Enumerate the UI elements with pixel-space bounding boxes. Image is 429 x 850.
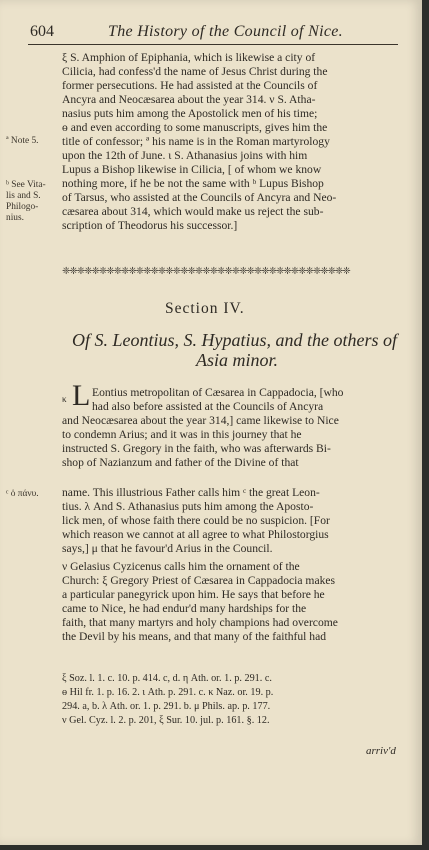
text-line: faith, that many martyrs and holy champions had overcome [62, 616, 338, 629]
text-line: Ancyra and Neocæsarea about the year 314. ν S. Atha- [62, 93, 316, 106]
margin-note: ª Note 5. [6, 136, 39, 146]
margin-note: nius. [6, 213, 24, 223]
text-line: and Neocæsarea about the year 314,] came likewise to Nice [62, 414, 339, 427]
text-line: ξ S. Amphion of Epiphania, which is likewise a city of [62, 51, 316, 64]
text-line: a particular panegyrick upon him. He says that before he [62, 588, 325, 601]
margin-note: ᶜ ὁ πάνυ. [6, 489, 39, 499]
footnote-line: ξ Soz. l. 1. c. 10. p. 414. c, d. η Ath. or. 1. p. 291. c. [62, 673, 272, 684]
text-line: instructed S. Gregory in the faith, who was afterwards Bi- [62, 442, 331, 455]
text-line: came to Nice, he had endur'd many hardships for the [62, 602, 307, 615]
text-line: shop of Nazianzum and father of the Divine of that [62, 456, 299, 469]
text-line: ө and even according to some manuscripts, gives him the [62, 121, 328, 134]
text-line: the Devil by his means, and that many of the faithful had [62, 630, 327, 643]
text-line: lick men, of whose faith there could be no suspicion. [For [62, 514, 330, 527]
text-line: to condemn Arius; and it was in this journey that he [62, 428, 302, 441]
footnote-line: ө Hil fr. 1. p. 16. 2. ι Ath. p. 291. c. κ Naz. or. 19. p. [62, 687, 274, 698]
section-subtitle: Of S. Leontius, S. Hypatius, and the others of [72, 330, 397, 350]
text-line: scription of Theodorus his successor.] [62, 219, 238, 232]
text-line: had also before assisted at the Councils of Ancyra [92, 400, 324, 413]
text-line: tius. λ And S. Athanasius puts him among the Aposto- [62, 500, 314, 513]
margin-note: Philogo- [6, 202, 39, 212]
text-line: Cilicia, had confess'd the name of Jesus Christ during the [62, 65, 328, 78]
text-line: former persecutions. He had assisted at the Councils of [62, 79, 318, 92]
text-line: which reason we cannot at all agree to what Philostorgius [62, 528, 329, 541]
text-line: of Tarsus, who assisted at the Councils of Ancyra and Neo- [62, 191, 337, 204]
page-number: 604 [30, 23, 54, 40]
text-line: nasius puts him among the Apostolick men of his time; [62, 107, 318, 120]
text-line: nothing more, if he be not the same with ᵇ Lupus Bishop [62, 177, 324, 190]
ornament-band: ❈❈❈❈❈❈❈❈❈❈❈❈❈❈❈❈❈❈❈❈❈❈❈❈❈❈❈❈❈❈❈❈❈❈❈❈❈❈❈ [62, 266, 350, 276]
drop-cap: L [72, 379, 91, 412]
text-line: ν Gelasius Cyzicenus calls him the ornament of the [62, 560, 300, 573]
running-title: The History of the Council of Nice. [108, 23, 343, 40]
text-line: upon the 12th of June. ι S. Athanasius joins with him [62, 149, 308, 162]
text-line: Church: ξ Gregory Priest of Cæsarea in Cappadocia makes [62, 574, 336, 587]
text-line: Lupus a Bishop likewise in Cilicia, [ of whom we know [62, 163, 322, 176]
note-marker: κ [62, 394, 67, 404]
text-line: name. This illustrious Father calls him ᶜ the great Leon- [62, 486, 320, 499]
section-subtitle: Asia minor. [196, 350, 279, 370]
header-rule [28, 44, 398, 45]
text-line: cæsarea about 314, which would make us reject the sub- [62, 205, 324, 218]
margin-note: ᵇ See Vita- [6, 180, 46, 190]
text-line: says,] μ that he favour'd Arius in the Council. [62, 542, 273, 555]
section-heading: Section IV. [165, 300, 245, 317]
text-line: Eontius metropolitan of Cæsarea in Cappadocia, [who [92, 386, 344, 399]
catchword: arriv'd [366, 745, 396, 757]
text-line: title of confessor; ª his name is in the Roman martyrology [62, 135, 330, 148]
footnote-line: ν Gel. Cyz. l. 2. p. 201, ξ Sur. 10. jul. p. 161. §. 12. [62, 715, 270, 726]
footnote-line: 294. a, b. λ Ath. or. 1. p. 291. b. μ Phils. ap. p. 177. [62, 701, 271, 712]
margin-note: lis and S. [6, 191, 41, 201]
